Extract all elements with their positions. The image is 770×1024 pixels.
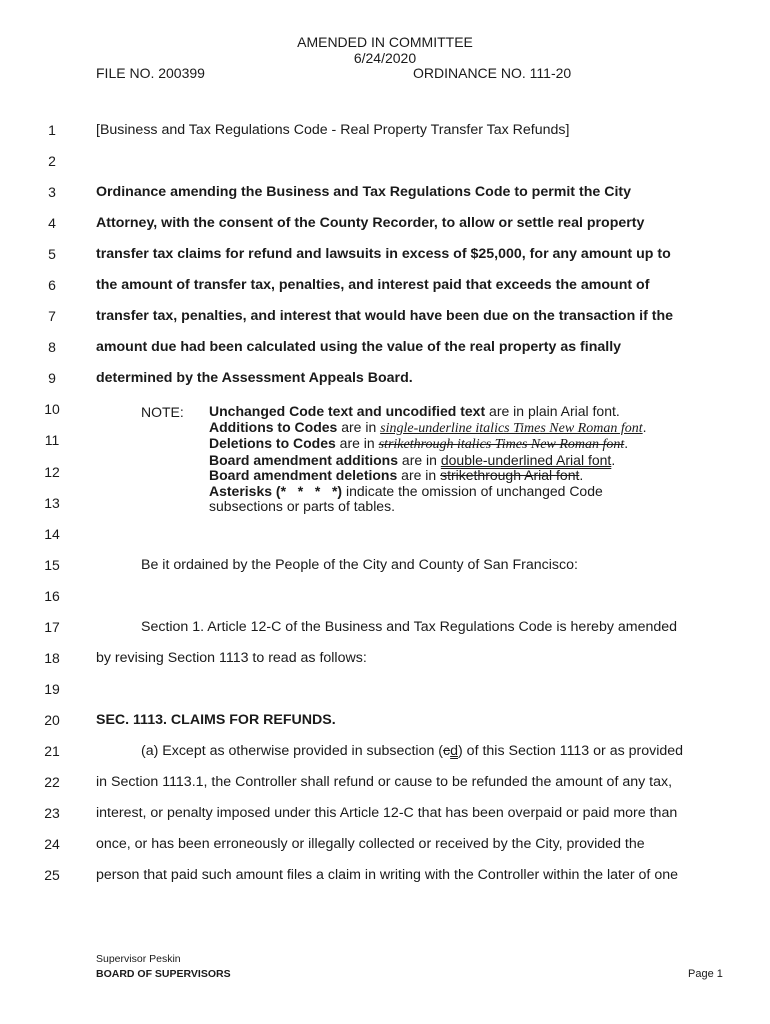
note-format-sample: double-underlined Arial font bbox=[440, 451, 612, 468]
line-number: 3 bbox=[48, 184, 56, 200]
line-number: 22 bbox=[44, 774, 60, 790]
note-label: NOTE: bbox=[141, 404, 184, 420]
note-text: are in bbox=[335, 435, 379, 451]
paragraph-a-line-2: in Section 1113.1, the Controller shall refund or cause to be refunded the amount of any tax, bbox=[96, 774, 673, 790]
note-text: . bbox=[611, 451, 616, 468]
line-number: 20 bbox=[44, 712, 60, 728]
line-number: 8 bbox=[48, 339, 56, 355]
note-text: indicate the omission of unchanged Code bbox=[342, 482, 603, 499]
note-text: are in plain Arial font. bbox=[485, 403, 620, 419]
line-number: 7 bbox=[48, 308, 56, 324]
note-text: . bbox=[579, 467, 584, 483]
note-term: Board amendment deletions bbox=[209, 467, 398, 483]
line-number: 19 bbox=[44, 681, 60, 697]
digest-line: determined by the Assessment Appeals Board. bbox=[96, 370, 413, 386]
digest-line: transfer tax claims for refund and lawsuits in excess of $25,000, for any amount up to bbox=[96, 246, 671, 262]
note-line-deletions bbox=[209, 436, 647, 453]
line-number: 2 bbox=[48, 153, 56, 169]
digest-line: Attorney, with the consent of the County Recorder, to allow or settle real property bbox=[96, 215, 645, 231]
line-number: 6 bbox=[48, 277, 56, 293]
section-heading: SEC. 1113. CLAIMS FOR REFUNDS. bbox=[96, 712, 336, 728]
note-format-sample: single-underline italics Times New Roman font bbox=[380, 420, 643, 436]
line-number: 10 bbox=[44, 401, 60, 417]
note-term: Asterisks (* * * *) bbox=[209, 482, 343, 499]
line-number: 1 bbox=[48, 122, 56, 138]
line-number: 24 bbox=[44, 836, 60, 852]
enacting-clause: Be it ordained by the People of the City and County of San Francisco: bbox=[141, 557, 578, 573]
deleted-text: c bbox=[443, 743, 451, 759]
digest-line: amount due had been calculated using the value of the real property as finally bbox=[96, 339, 622, 355]
paragraph-a-line-1 bbox=[141, 743, 683, 759]
note-text: are in bbox=[397, 467, 441, 483]
page-number: Page 1 bbox=[688, 968, 723, 980]
note-format-sample: strikethrough Arial font bbox=[440, 467, 580, 483]
note-term: Deletions to Codes bbox=[209, 435, 336, 451]
amended-heading: AMENDED IN COMMITTEE bbox=[297, 34, 473, 50]
note-text: are in bbox=[337, 418, 381, 435]
line-number: 23 bbox=[44, 805, 60, 821]
note-line-board-deletions bbox=[209, 468, 647, 484]
note-text: . bbox=[624, 435, 629, 451]
note-line-asterisks bbox=[209, 484, 647, 500]
paragraph-text: ) of this Section 1113 or as provided bbox=[458, 743, 684, 759]
line-number: 15 bbox=[44, 557, 60, 573]
ordinance-number: ORDINANCE NO. 111-20 bbox=[413, 65, 572, 81]
line-number: 5 bbox=[48, 246, 56, 262]
file-number: FILE NO. 200399 bbox=[96, 65, 205, 81]
note-legend bbox=[209, 404, 647, 515]
digest-line: the amount of transfer tax, penalties, and interest paid that exceeds the amount of bbox=[96, 277, 650, 293]
added-text: d bbox=[450, 743, 459, 759]
footer-board: BOARD OF SUPERVISORS bbox=[96, 968, 231, 980]
paragraph-a-line-5: person that paid such amount files a claim in writing with the Controller within the later of one bbox=[96, 867, 678, 883]
line-number: 9 bbox=[48, 370, 56, 386]
paragraph-a-line-3: interest, or penalty imposed under this Article 12-C that has been overpaid or paid more than bbox=[96, 805, 678, 821]
note-line-board-additions bbox=[209, 453, 647, 469]
note-line-unchanged bbox=[209, 404, 647, 420]
ordinance-title: [Business and Tax Regulations Code - Real Property Transfer Tax Refunds] bbox=[96, 122, 570, 138]
section-1-line-1: Section 1. Article 12-C of the Business and Tax Regulations Code is hereby amended bbox=[141, 619, 678, 635]
amended-date: 6/24/2020 bbox=[353, 50, 417, 66]
note-text: are in bbox=[398, 451, 441, 468]
note-text: . bbox=[642, 418, 647, 435]
note-line-additions bbox=[209, 420, 647, 437]
line-number: 18 bbox=[44, 650, 60, 666]
line-number: 21 bbox=[44, 743, 60, 759]
line-number: 14 bbox=[44, 526, 60, 542]
section-1-line-2: by revising Section 1113 to read as follows: bbox=[96, 650, 367, 666]
line-number: 13 bbox=[44, 495, 60, 511]
line-number: 25 bbox=[44, 867, 60, 883]
note-term: Additions to Codes bbox=[209, 418, 338, 435]
footer-sponsor: Supervisor Peskin bbox=[96, 953, 181, 965]
note-format-sample: strikethrough italics Times New Roman font bbox=[378, 437, 625, 452]
note-term: Board amendment additions bbox=[209, 451, 399, 468]
line-number: 12 bbox=[44, 464, 60, 480]
line-number: 16 bbox=[44, 588, 60, 604]
paragraph-a-line-4: once, or has been erroneously or illegally collected or received by the City, provided the bbox=[96, 836, 645, 852]
line-number: 11 bbox=[44, 432, 60, 448]
note-line-asterisks-cont: subsections or parts of tables. bbox=[209, 498, 395, 514]
paragraph-text: (a) Except as otherwise provided in subsection ( bbox=[141, 743, 444, 759]
note-term: Unchanged Code text and uncodified text bbox=[209, 403, 486, 419]
digest-line: transfer tax, penalties, and interest that would have been due on the transaction if the bbox=[96, 308, 674, 324]
digest-line: Ordinance amending the Business and Tax Regulations Code to permit the City bbox=[96, 184, 632, 200]
line-number: 17 bbox=[44, 619, 60, 635]
line-number: 4 bbox=[48, 215, 56, 231]
